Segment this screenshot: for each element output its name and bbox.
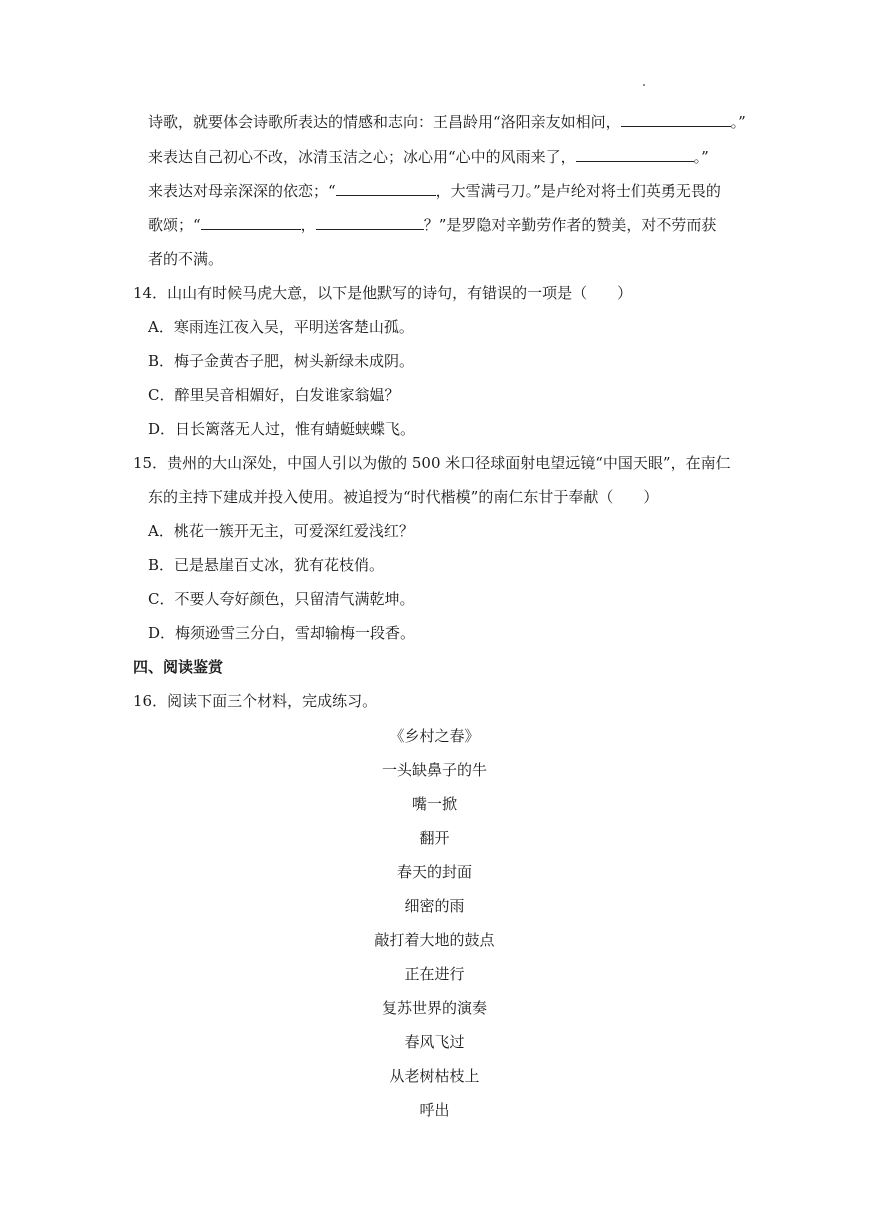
para13-line-1: 诗歌，就要体会诗歌所表达的情感和志向：王昌龄用“洛阳亲友如相问， 。” — [148, 113, 746, 131]
para13-line-2: 来表达自己初心不改，冰清玉洁之心；冰心用“心中的风雨来了， 。” — [148, 148, 709, 166]
answer-blank-2[interactable] — [576, 147, 694, 162]
question-15-option-b[interactable]: B．已是悬崖百丈冰，犹有花枝俏。 — [148, 556, 385, 574]
answer-blank-4[interactable] — [201, 215, 301, 230]
poem-line: 春天的封面 — [396, 863, 472, 881]
poem-line: 呼出 — [419, 1101, 450, 1119]
poem-line: 春风飞过 — [404, 1033, 465, 1051]
question-16-stem: 16．阅读下面三个材料，完成练习。 — [133, 692, 378, 710]
poem-line: 一头缺鼻子的牛 — [381, 761, 487, 779]
poem-line: 从老树枯枝上 — [389, 1067, 480, 1085]
question-15-option-d[interactable]: D．梅须逊雪三分白，雪却输梅一段香。 — [148, 624, 416, 642]
poem-line: 翻开 — [419, 829, 450, 847]
question-14-option-c[interactable]: C．醉里吴音相媚好，白发谁家翁媪？ — [148, 386, 400, 404]
para13-line-4: 歌颂；“ ， ？”是罗隐对辛勤劳作者的赞美，对不劳而获 — [148, 216, 717, 234]
poem-line: 正在进行 — [404, 965, 465, 983]
question-15-option-a[interactable]: A．桃花一簇开无主，可爱深红爱浅红？ — [148, 522, 414, 540]
question-14-stem: 14．山山有时候马虎大意，以下是他默写的诗句，有错误的一项是（ ） — [133, 284, 633, 302]
question-14-option-a[interactable]: A．寒雨连江夜入吴，平明送客楚山孤。 — [148, 318, 414, 336]
poem-line: 敲打着大地的鼓点 — [374, 931, 495, 949]
page-dot — [643, 84, 645, 86]
section-heading: 四、阅读鉴赏 — [133, 658, 224, 676]
poem-line: 嘴一掀 — [411, 795, 457, 813]
para13-line-3: 来表达对母亲深深的依恋；“ ，大雪满弓刀。”是卢纶对将士们英勇无畏的 — [148, 182, 721, 200]
answer-blank-5[interactable] — [316, 215, 424, 230]
poem-line: 细密的雨 — [404, 897, 465, 915]
answer-blank-1[interactable] — [621, 112, 731, 127]
question-15-stem-line-2: 东的主持下建成并投入使用。被追授为“时代楷模”的南仁东甘于奉献（ ） — [148, 488, 659, 506]
question-15-option-c[interactable]: C．不要人夸好颜色，只留清气满乾坤。 — [148, 590, 415, 608]
question-14-option-b[interactable]: B．梅子金黄杏子肥，树头新绿未成阴。 — [148, 352, 415, 370]
question-15-stem-line-1: 15．贵州的大山深处，中国人引以为傲的 500 米口径球面射电望远镜“中国天眼”，在南仁 — [133, 454, 731, 472]
question-14-option-d[interactable]: D．日长篱落无人过，惟有蜻蜓蛱蝶飞。 — [148, 420, 416, 438]
poem-line: 复苏世界的演奏 — [381, 999, 487, 1017]
poem-title: 《乡村之春》 — [389, 727, 480, 745]
answer-blank-3[interactable] — [336, 181, 436, 196]
para13-line-5: 者的不满。 — [148, 250, 224, 268]
